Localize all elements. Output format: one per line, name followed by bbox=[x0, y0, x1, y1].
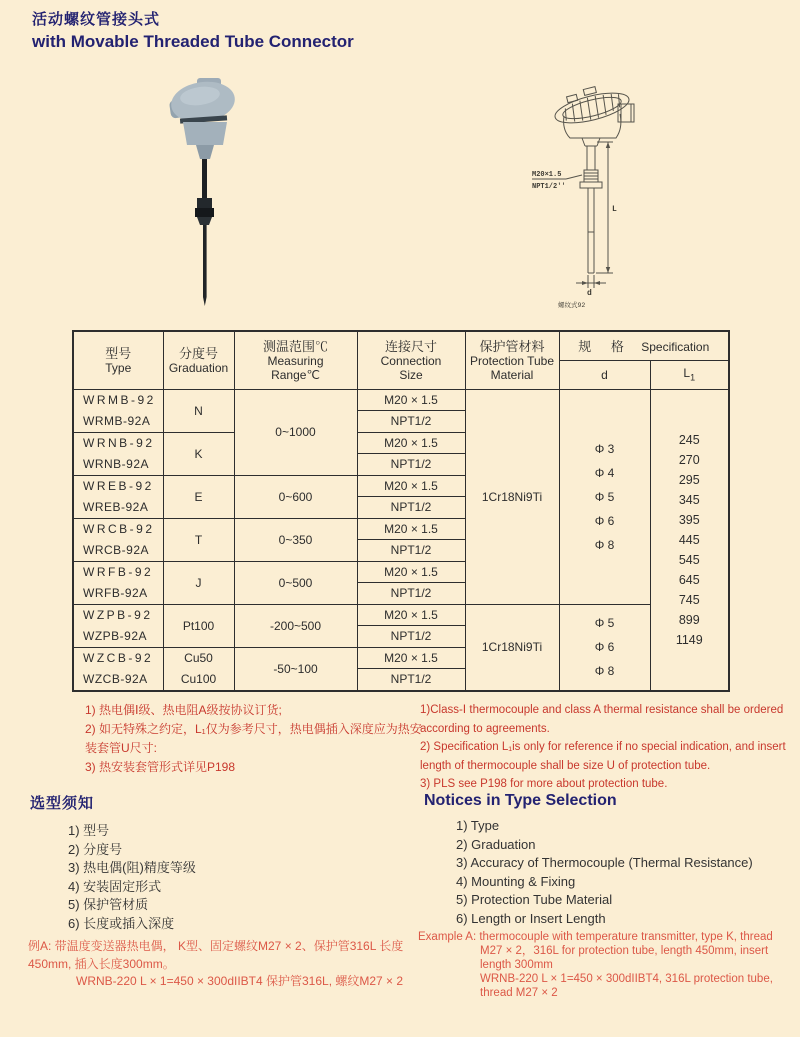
length-value: 1149 bbox=[675, 632, 703, 647]
technical-drawing bbox=[530, 82, 710, 310]
connection-cell: M20 × 1.5 bbox=[357, 475, 465, 497]
col-header-range-zh: 测温范围℃ bbox=[262, 338, 328, 354]
col-header-type bbox=[73, 331, 163, 389]
range-cell: 0~350 bbox=[234, 518, 357, 561]
note-line: 3) PLS see P198 for more about protection tube. bbox=[420, 778, 668, 790]
type-value: WRFB-92A bbox=[83, 585, 148, 600]
type-value: WZPB-92 bbox=[83, 607, 153, 622]
graduation-value: Cu50 bbox=[184, 650, 213, 665]
graduation-cell: N bbox=[163, 389, 234, 432]
selection-item: 5) Protection Tube Material bbox=[456, 892, 613, 907]
selection-list-zh bbox=[30, 822, 390, 933]
connection-cell: NPT1/2 bbox=[357, 669, 465, 691]
type-value: WRCB-92 bbox=[83, 521, 155, 536]
material-cell: 1Cr18Ni9Ti bbox=[465, 604, 559, 691]
length-value: 745 bbox=[678, 592, 700, 607]
connection-cell: NPT1/2 bbox=[357, 497, 465, 519]
length-value: 445 bbox=[678, 532, 700, 547]
type-value: WRMB-92A bbox=[83, 413, 151, 428]
col-header-graduation-zh: 分度号 bbox=[178, 345, 218, 361]
graduation-cell: E bbox=[163, 475, 234, 518]
note-line: 3) 热安装套管形式详见P198 bbox=[85, 760, 236, 774]
thread-label-m20: M20×1.5 bbox=[532, 171, 562, 179]
material-cell: 1Cr18Ni9Ti bbox=[465, 389, 559, 604]
range-cell: 0~1000 bbox=[234, 389, 357, 475]
connection-cell: M20 × 1.5 bbox=[357, 432, 465, 454]
diameter-value: Φ 8 bbox=[594, 537, 615, 552]
connection-cell: M20 × 1.5 bbox=[357, 561, 465, 583]
selection-item: 4) 安装固定形式 bbox=[68, 878, 162, 894]
diameter-cell bbox=[559, 604, 650, 691]
type-cell bbox=[73, 647, 163, 691]
page-title-en: with Movable Threaded Tube Connector bbox=[32, 32, 354, 51]
type-value: WZCB-92 bbox=[83, 650, 154, 665]
example-en bbox=[418, 930, 798, 1000]
selection-item: 6) Length or Insert Length bbox=[456, 910, 606, 926]
type-value: WRNB-92A bbox=[83, 456, 150, 471]
product-photo-graphic bbox=[150, 72, 310, 317]
selection-section-en bbox=[424, 792, 794, 928]
diameter-value: Φ 6 bbox=[594, 640, 615, 654]
col-header-d: d bbox=[559, 360, 650, 389]
selection-item: 1) Type bbox=[456, 818, 500, 833]
type-value: WRFB-92 bbox=[83, 564, 154, 579]
page-title-zh: 活动螺纹管接头式 bbox=[32, 11, 161, 28]
dim-label-l: L bbox=[612, 205, 617, 214]
drawing-caption: 螺纹式92 bbox=[558, 302, 586, 309]
selection-item: 2) 分度号 bbox=[68, 841, 123, 857]
table-row bbox=[73, 604, 729, 626]
type-cell bbox=[73, 604, 163, 647]
example-zh bbox=[28, 938, 410, 991]
connection-cell: NPT1/2 bbox=[357, 626, 465, 648]
col-header-material-en1: Protection Tube bbox=[469, 353, 555, 368]
graduation-cell: Pt100 bbox=[163, 604, 234, 647]
product-photo bbox=[150, 72, 310, 317]
selection-item: 6) 长度或插入深度 bbox=[68, 915, 175, 931]
length-value: 645 bbox=[678, 572, 700, 587]
l1-subscript: 1 bbox=[690, 372, 696, 383]
type-cell bbox=[73, 389, 163, 432]
selection-item: 2) Graduation bbox=[456, 836, 536, 852]
range-cell: -50~100 bbox=[234, 647, 357, 691]
type-cell bbox=[73, 432, 163, 475]
type-value: WRCB-92A bbox=[83, 542, 150, 557]
col-header-range bbox=[234, 331, 357, 389]
col-header-material bbox=[465, 331, 559, 389]
selection-heading-en: Notices in Type Selection bbox=[424, 792, 617, 809]
type-cell bbox=[73, 561, 163, 604]
col-header-range-en2: Range℃ bbox=[271, 367, 320, 382]
type-cell bbox=[73, 518, 163, 561]
col-header-range-en1: Measuring bbox=[267, 353, 324, 368]
col-header-l1 bbox=[650, 360, 729, 389]
l1-base: L bbox=[683, 366, 691, 381]
col-header-specification bbox=[559, 331, 729, 360]
col-header-material-en2: Material bbox=[490, 367, 534, 382]
note-line: 1) 热电偶Ⅰ级、热电阻A级按协议订货; bbox=[85, 703, 282, 717]
col-header-type-zh: 型号 bbox=[105, 345, 132, 361]
diameter-value: Φ 5 bbox=[594, 489, 615, 504]
type-cell bbox=[73, 475, 163, 518]
graduation-cell: K bbox=[163, 432, 234, 475]
type-value: WREB-92A bbox=[83, 499, 149, 514]
col-header-connection bbox=[357, 331, 465, 389]
col-header-graduation-en: Graduation bbox=[168, 360, 229, 375]
connection-cell: NPT1/2 bbox=[357, 540, 465, 562]
example-line: 例A: 带温度变送器热电偶， K型、固定螺纹M27 × 2、保护管316L 长度450mm, 插入长度300mm。 bbox=[28, 939, 404, 971]
selection-item: 5) 保护管材质 bbox=[68, 897, 149, 912]
technical-drawing-graphic bbox=[530, 82, 710, 310]
connection-cell: M20 × 1.5 bbox=[357, 647, 465, 669]
col-header-spec-en: Specification bbox=[641, 340, 710, 355]
selection-item: 3) Accuracy of Thermocouple (Thermal Resistance) bbox=[456, 855, 753, 870]
col-header-spec-zh: 规 格 bbox=[578, 339, 632, 355]
graduation-cell bbox=[163, 647, 234, 691]
connection-cell: NPT1/2 bbox=[357, 411, 465, 433]
table-row bbox=[73, 389, 729, 411]
table-notes-zh bbox=[85, 701, 425, 777]
length-value: 899 bbox=[678, 612, 700, 627]
note-line: 2) 如无特殊之约定，L₁仅为参考尺寸，热电偶插入深度应为热安装套管U尺寸: bbox=[85, 722, 422, 755]
range-cell: 0~600 bbox=[234, 475, 357, 518]
selection-item: 1) 型号 bbox=[68, 823, 110, 838]
graduation-value: Cu100 bbox=[180, 671, 217, 686]
type-value: WRNB-92 bbox=[83, 435, 155, 450]
diameter-value: Φ 4 bbox=[594, 465, 615, 480]
graduation-cell: J bbox=[163, 561, 234, 604]
range-cell: -200~500 bbox=[234, 604, 357, 647]
note-line: 1)Class-Ⅰ thermocouple and class A thermal resistance shall be ordered according to agreements. bbox=[420, 704, 784, 735]
selection-section-zh bbox=[30, 792, 390, 933]
type-value: WZPB-92A bbox=[83, 628, 148, 643]
table-notes-en bbox=[420, 701, 798, 794]
diameter-value: Φ 6 bbox=[594, 513, 615, 528]
dim-label-d: d bbox=[587, 289, 592, 298]
specification-table bbox=[72, 330, 730, 692]
col-header-material-zh: 保护管材料 bbox=[479, 338, 545, 354]
type-value: WREB-92 bbox=[83, 478, 154, 493]
col-header-type-en: Type bbox=[105, 360, 132, 375]
diameter-value: Φ 3 bbox=[594, 441, 615, 456]
col-header-graduation bbox=[163, 331, 234, 389]
length-value: 295 bbox=[678, 472, 700, 487]
length-value: 395 bbox=[678, 512, 700, 527]
diameter-value: Φ 8 bbox=[594, 664, 615, 678]
type-value: WZCB-92A bbox=[83, 671, 148, 686]
length-value: 545 bbox=[678, 552, 700, 567]
connection-cell: M20 × 1.5 bbox=[357, 518, 465, 540]
col-header-connection-zh: 连接尺寸 bbox=[384, 338, 437, 354]
connection-cell: NPT1/2 bbox=[357, 454, 465, 476]
range-cell: 0~500 bbox=[234, 561, 357, 604]
connection-cell: NPT1/2 bbox=[357, 583, 465, 605]
example-line: WRNB-220 L × 1=450 × 300dIIBT4, 316L protection tube, thread M27 × 2 bbox=[480, 973, 773, 999]
selection-item: 3) 热电偶(阻)精度等级 bbox=[68, 860, 196, 875]
diameter-cell bbox=[559, 389, 650, 604]
diameter-value: Φ 5 bbox=[594, 616, 615, 630]
connection-cell: M20 × 1.5 bbox=[357, 604, 465, 626]
col-header-connection-en1: Connection bbox=[380, 353, 442, 368]
length-value: 270 bbox=[678, 452, 700, 467]
connection-cell: M20 × 1.5 bbox=[357, 389, 465, 411]
thread-label-npt: NPT1/2'' bbox=[532, 183, 566, 191]
length-value: 345 bbox=[678, 492, 700, 507]
page-title-block bbox=[32, 8, 354, 52]
selection-list-en bbox=[424, 817, 794, 928]
length-value: 245 bbox=[678, 432, 700, 447]
col-header-connection-en2: Size bbox=[399, 367, 423, 382]
example-line: Example A: thermocouple with temperature transmitter, type K, thread M27 × 2，316L for protection tube, length 450mm, insert length 300mm bbox=[418, 931, 773, 971]
selection-item: 4) Mounting & Fixing bbox=[456, 873, 576, 889]
length-cell bbox=[650, 389, 729, 691]
example-line: WRNB-220 L × 1=450 × 300dIIBT4 保护管316L, 螺纹M27 × 2 bbox=[76, 974, 404, 988]
selection-heading-zh: 选型须知 bbox=[30, 795, 95, 812]
graduation-cell: T bbox=[163, 518, 234, 561]
type-value: WRMB-92 bbox=[83, 392, 156, 407]
note-line: 2) Specification L₁is only for reference if no special indication, and insert length of thermocouple shall be size U of protection tube. bbox=[420, 741, 786, 772]
